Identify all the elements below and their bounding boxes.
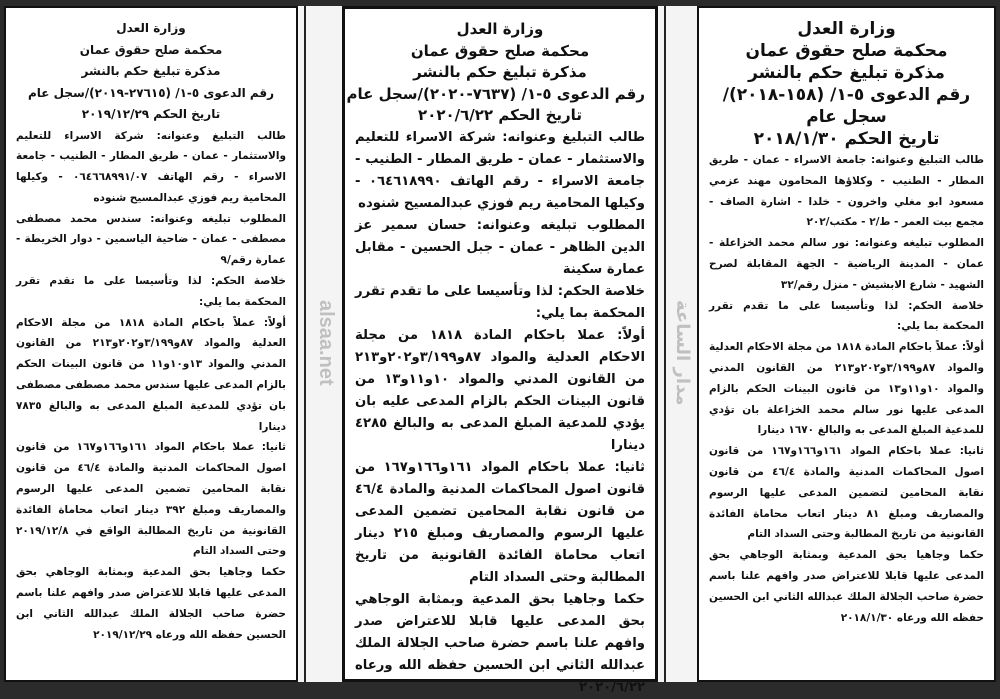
court-name: محكمة صلح حقوق عمان xyxy=(410,41,590,60)
ruling-summary: خلاصة الحكم: لذا وتأسيسا على ما تقدم تقرر المحكمة بما يلي: xyxy=(355,283,645,321)
respondent-paragraph: المطلوب تبليغه وعنوانه: نور سالم محمد الخزاعلة - عمان - المدينة الرياضية - الجهة المقابلة لصرح الشهيد - شارع الابشيش - منزل رقم/٣٢ xyxy=(709,237,984,291)
ruling-date: تاريخ الحكم ٢٠٢٠/٦/٢٢ xyxy=(418,106,582,124)
ruling-second: ثانيا: عملا باحكام المواد ١٦١و١٦٦و١٦٧ من قانون اصول المحاكمات المدنية والمادة ٤٦/٤ من قانون نقابة المحامين تضمين المدعى عليها الرسوم والمصاريف ومبلغ ٢١٥ دينار اتعاب محاماة الفائدة القانونية من تاريخ المطالبة وحتى السداد التام xyxy=(355,459,645,585)
ministry-name: وزارة العدل xyxy=(797,19,896,39)
column-gutter xyxy=(658,6,697,682)
case-number: رقم الدعوى ٥-١/ (٢٧٦١٥-٢٠١٩)/سجل عام xyxy=(27,85,275,100)
watermark-latin: alsaa.net xyxy=(315,300,337,386)
ruling-date: تاريخ الحكم ٢٠١٨/١/٣٠ xyxy=(753,129,940,149)
court-name: محكمة صلح حقوق عمان xyxy=(745,41,948,61)
requester-paragraph: طالب التبليغ وعنوانه: جامعة الاسراء - عمان - طريق المطار - الطنيب - وكلاؤها المحامون مهند عزمي مسعود ابو مغلي واخرون - خلدا - اشارة الصاف - مجمع بيت العمر - ط/٢ - مكتب/٢٠٢ xyxy=(709,154,984,229)
ministry-name: وزارة العدل xyxy=(116,21,186,35)
ruling-closing: حكما وجاهيا بحق المدعية وبمثابة الوجاهي بحق المدعى عليها قابلا للاعتراض صدر وافهم علنا باسم حضرة صاحب الجلالة الملك عبدالله الثاني ابن الحسين حفظه الله ورعاه ٢٠١٨/١/٣٠ xyxy=(709,549,984,624)
ruling-first: أولاً: عملاً باحكام المادة ١٨١٨ من مجلة الاحكام العدلية والمواد ٨٧و٣/١٩٩و٢٠٢و٢١٣ من القانون المدني والمواد ١٣و١٠و١١ من قانون البينات الحكم بالزام المدعى عليها سندس محمد مصطفى مصطفى بان تؤدي للمدعية المبلغ المدعى به والبالغ ٧٨٣٥ دينارا xyxy=(16,316,287,433)
ruling-second: ثانيا: عملا باحكام المواد ١٦١و١٦٦و١٦٧ من قانون اصول المحاكمات المدنية والمادة ٤٦/٤ من قانون نقابة المحامين تضمين المدعى عليها الرسوم والمصاريف ومبلغ ٣٩٢ دينار اتعاب محاماة الفائدة القانونية من تاريخ المطالبة الواقع في ٢٠١٩/١٢/٨ وحتى السداد التام xyxy=(16,441,286,558)
case-number: رقم الدعوى ٥-١/ (١٥٨-٢٠١٨)/ xyxy=(722,85,971,105)
requester-paragraph: طالب التبليغ وعنوانه: شركة الاسراء للتعليم والاستثمار - عمان - طريق المطار - الطنيب - جامعة الاسراء - رقم الهاتف ٠٦٤٦١٨٩٩٠ - وكيلها المحامية ريم فوزي عبدالمسيح شنوده xyxy=(355,129,645,211)
notice-right xyxy=(697,6,996,682)
watermark-arabic: مدار الساعة xyxy=(672,300,693,406)
respondent-paragraph: المطلوب تبليغه وعنوانه: سندس محمد مصطفى مصطفى - عمان - ضاحية الياسمين - دوار الخريطة - عمارة رقم/٩ xyxy=(16,212,286,267)
case-number: رقم الدعوى ٥-١/ (٧٦٣٧-٢٠٢٠)/سجل عام xyxy=(346,84,645,103)
ruling-summary: خلاصة الحكم: لذا وتأسيسا على ما تقدم تقرر المحكمة بما يلي: xyxy=(16,275,286,308)
respondent-paragraph: المطلوب تبليغه وعنوانه: حسان سمير عز الدين الظاهر - عمان - جبل الحسين - مقابل عمارة سكينة xyxy=(355,217,645,277)
ruling-second: ثانيا: عملا باحكام المواد ١٦١و١٦٦و١٦٧ من قانون اصول المحاكمات المدنية والمادة ٤٦/٤ من قانون نقابة المحامين لتضمين المدعى عليها الرسوم والمصاريف ومبلغ ٨١ دينار اتعاب محاماة الفائدة القانونية من تاريخ المطالبة وحتى السداد التام xyxy=(709,445,984,541)
notice-middle xyxy=(342,6,658,695)
notice-left xyxy=(4,6,298,682)
ministry-name: وزارة العدل xyxy=(456,20,544,38)
ruling-first: أولاً: عملاً باحكام المادة ١٨١٨ من مجلة الاحكام العدلية والمواد ٨٧و٣/١٩٩و٢٠٢و٢١٣ من القانون المدني والمواد ١٠و١١و١٣ من قانون البينات الحكم بالزام المدعى عليها نور سالم محمد الخزاعلة بان تؤدي للمدعية المبلغ المدعى به والبالغ ١٦٧٠ دينارا xyxy=(709,341,984,437)
ruling-closing: حكما وجاهيا بحق المدعية وبمثابة الوجاهي بحق المدعى عليها قابلا للاعتراض صدر وافهم علنا باسم حضرة صاحب الجلالة الملك عبدالله الثاني ابن الحسين حفظه الله ورعاه ٢٠١٩/١٢/٢٩ xyxy=(16,566,286,641)
register-type: سجل عام xyxy=(806,107,887,127)
column-gutter xyxy=(298,6,342,682)
notice-title: مذكرة تبليغ حكم بالنشر xyxy=(413,63,587,81)
court-name: محكمة صلح حقوق عمان xyxy=(79,42,223,57)
ruling-date: تاريخ الحكم ٢٠١٩/١٢/٢٩ xyxy=(81,107,221,121)
ruling-first: أولاً: عملا باحكام المادة ١٨١٨ من مجلة الاحكام العدلية والمواد ٨٧و٣/١٩٩و٢٠٢و٢١٣ من القانون المدني والمواد ١٠و١١و١٣ من قانون البينات الحكم بالزام المدعى عليه بان يؤدي للمدعية المبلغ المدعى به والبالغ ٤٢٨٥ دينارا xyxy=(355,327,645,453)
notice-title: مذكرة تبليغ حكم بالنشر xyxy=(748,63,945,83)
ruling-summary: خلاصة الحكم: لذا وتأسيسا على ما تقدم تقرر المحكمة بما يلي: xyxy=(709,299,984,333)
ruling-closing: حكما وجاهيا بحق المدعية وبمثابة الوجاهي بحق المدعى عليها قابلا للاعتراض صدر وافهم علنا باسم حضرة صاحب الجلالة الملك عبدالله الثاني ابن الحسين حفظه الله ورعاه ٢٠٢٠/٦/٢٢ xyxy=(355,591,645,695)
notice-title: مذكرة تبليغ حكم بالنشر xyxy=(81,64,221,78)
requester-paragraph: طالب التبليغ وعنوانه: شركة الاسراء للتعليم والاستثمار - عمان - طريق المطار - الطنيب - جامعة الاسراء - رقم الهاتف ٠٦٤٦٦٨٩٩١/٠٧ - وكيلها المحامية ريم فوزي عبدالمسيح شنوده xyxy=(16,129,286,204)
